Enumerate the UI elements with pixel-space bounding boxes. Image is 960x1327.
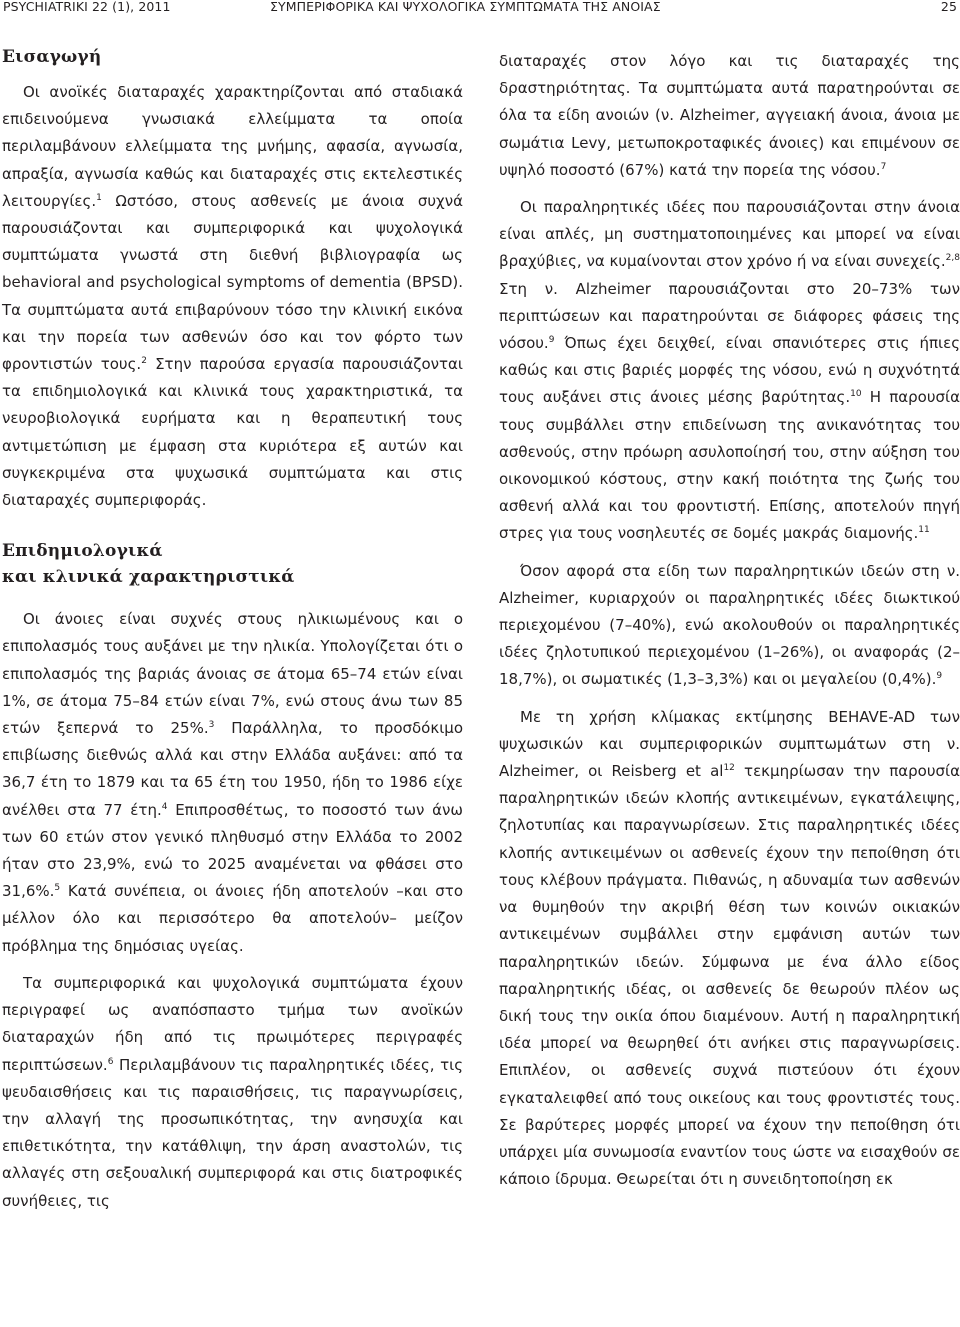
- paragraph: [2, 79, 463, 514]
- running-header: [0, 0, 960, 20]
- paragraph: [499, 558, 960, 694]
- text-run: Περιλαμβάνουν τις παραληρητικές ιδέες, τις ψευδαισθήσεις και τις παραισθήσεις, τις παραγνωρίσεις, την αλλαγή της προσωπικότητας, την ανησυχία και επιθετικότητα, την κατάθλιψη, την άρση αναστολών, τις αλλαγές στη σεξουαλική συμπεριφορά και στις διατροφικές συνήθειες, τις: [2, 1055, 463, 1210]
- text-run: Παράλληλα, το προσδόκιμο επιβίωσης διεθνώς αλλά και στην Ελλάδα αυξάνει: από τα 36,7 έτη το 1879 και τα 65 έτη του 1950, ήδη το 1986 είχε ανέλθει στα 77 έτη.: [2, 719, 463, 819]
- text-run: Οι ανοϊκές διαταραχές χαρακτηρίζονται από σταδιακά επιδεινούμενα γνωσιακά ελλείμματα τα οποία περιλαμβάνουν ελλείμματα της μνήμης, αφασία, αγνωσία, απραξία, αγνωσία καθώς και διαταραχές στις εκτελεστικές λειτουργίες.: [2, 83, 463, 210]
- text-run: Στην παρούσα εργασία παρουσιάζονται τα επιδημιολογικά και κλινικά τους χαρακτηριστικά, τα νευροβιολογικά ευρήματα και η θεραπευτική τους αντιμετώπιση με έμφαση στα κυριότερα εξ αυτών και συγκεκριμένα στα ψυχωσικά συμπτώματα και στις διαταραχές συμπεριφοράς.: [2, 355, 463, 510]
- text-run: Οι παραληρητικές ιδέες που παρουσιάζονται στην άνοια είναι απλές, μη συστηματοποιημένες και μπορεί να είναι βραχύβιες, να κυμαίνονται στον χρόνο ή να είναι συνεχείς.: [499, 198, 960, 271]
- text-run: τεκμηρίωσαν την παρουσία παραληρητικών ιδεών κλοπής αντικειμένων, εγκατάλειψης, ζηλοτυπίας και παραγνωρίσεων. Στις παραληρητικές ιδέες κλοπής αντικειμένων οι ασθενείς έχουν την πεποίθηση ότι τους κλέβουν πράγματα. Πιθανώς, η αδυναμία των ασθενών να θυμηθούν την ακριβή θέση των κοινών οικιακών αντικειμένων συμβάλλει στην εμφάνιση αυτών των παραληρητικών ιδεών. Σύμφωνα με ένα άλλο είδος παραληρητικής ιδέας, οι ασθενείς δε θεωρούν πλέον ως δική τους την οικία όπου διαμένουν. Αυτή η παραληρητική ιδέα μπορεί να θεωρηθεί ότι ανήκει στις παραγνωρίσεις. Επιπλέον, οι ασθενείς συχνά πιστεύουν ότι έχουν εγκαταλειφθεί από τους οικείους και τους φροντιστές τους. Σε βαρύτερες μορφές μπορεί να έχουν την πεποίθηση ότι υπάρχει μία συνωμοσία εναντίον τους ώστε να εισαχθούν σε κάποιο ίδρυμα. Θεωρείται ότι η συνειδητοποίηση εκ: [499, 762, 960, 1189]
- citation-ref: 10: [850, 389, 862, 400]
- citation-ref: 3: [208, 720, 215, 731]
- citation-ref: 9: [936, 671, 943, 682]
- left-column: [2, 44, 463, 1215]
- text-run: Όσον αφορά στα είδη των παραληρητικών ιδεών στη ν. Alzheimer, κυριαρχούν οι παραληρητικές ιδέες διωκτικού περιεχομένου (7–40%), ενώ ακολουθούν οι παραληρητικές ιδέες ζηλοτυπικού περιεχομένου (1–26%), οι αναφοράς (2–18,7%), οι σωματικές (1,3–3,3%) και οι μεγαλείου (0,4%).: [499, 561, 960, 689]
- right-column: [499, 48, 960, 1193]
- heading-line: και κλινικά χαρακτηριστικά: [2, 567, 295, 588]
- citation-ref: 7: [880, 161, 887, 172]
- paragraph: [499, 194, 960, 548]
- text-run: Η παρουσία τους συμβάλλει στην επιδείνωση της ανικανότητας του ασθενούς, στην πρόωρη ασυλοποίησή του, στην αύξηση του οικονομικού κόστους, στην κακή ποιότητα της ζωής του ασθενή αλλά και του φροντιστή. Επίσης, αποτελούν πηγή στρες για τους νοσηλευτές σε δομές μακράς διαμονής.: [499, 388, 960, 543]
- heading-line: Επιδημιολογικά: [2, 541, 163, 562]
- paragraph: [499, 704, 960, 1194]
- text-run: διαταραχές στον λόγο και τις διαταραχές της δραστηριότητας. Τα συμπτώματα αυτά παρατηρούνται σε όλα τα είδη ανοιών (ν. Alzheimer, αγγειακή άνοια, άνοια με σωμάτια Levy, μετωποκροταφικές άνοιες) και επιμένουν σε υψηλό ποσοστό (67%) κατά την πορεία της νόσου.: [499, 52, 960, 179]
- text-run: Οι άνοιες είναι συχνές στους ηλικιωμένους και ο επιπολασμός τους αυξάνει με την ηλικία. Υπολογίζεται ότι ο επιπολασμός της βαριάς άνοιας σε άτομα 65–74 ετών είναι 1%, σε άτομα 75–84 ετών είναι 7%, ενώ στους άνω των 85 ετών ξεπερνά το 25%.: [2, 610, 463, 738]
- section-heading-introduction: Εισαγωγή: [2, 47, 102, 67]
- citation-ref: 9: [548, 335, 555, 346]
- paragraph: [2, 606, 463, 960]
- text-run: Τα συμπεριφορικά και ψυχολογικά συμπτώματα έχουν περιγραφεί ως αναπόσπαστο τμήμα των ανοϊκών διαταραχών ήδη από τις πρωιμότερες περιγραφές περιπτώσεων.: [2, 973, 463, 1074]
- page-number: 25: [940, 0, 957, 14]
- paragraph: [2, 970, 463, 1215]
- section-heading-epidemiology: [2, 538, 463, 590]
- citation-ref: 12: [723, 763, 735, 774]
- text-run: Επιπροσθέτως, το ποσοστό των άνω των 60 ετών στον γενικό πληθυσμό στην Ελλάδα το 2002 ήταν στο 23,9%, ενώ το 2025 αναμένεται να φθάσει στο 31,6%.: [2, 800, 463, 901]
- citation-ref: 2,8: [945, 253, 960, 264]
- text-run: Κατά συνέπεια, οι άνοιες ήδη αποτελούν –και στο μέλλον όλο και περισσότερο θα αποτελούν– μείζον πρόβλημα της δημόσιας υγείας.: [2, 882, 463, 955]
- citation-ref: 11: [918, 525, 930, 536]
- citation-ref: 6: [107, 1056, 114, 1067]
- running-title: ΣΥΜΠΕΡΙΦΟΡΙΚΑ ΚΑΙ ΨΥΧΟΛΟΓΙΚΑ ΣΥΜΠΤΩΜΑΤΑ ΤΗΣ ΑΝΟΙΑΣ: [270, 0, 661, 14]
- citation-ref: 2: [141, 356, 147, 367]
- paragraph: [499, 48, 960, 184]
- text-run: Όπως έχει δειχθεί, είναι σπανιότερες στις ήπιες καθώς και στις βαριές μορφές της νόσου, ενώ η συχνότητά τους αυξάνει στις άνοιες μέσης βαρύτητας.: [499, 334, 960, 407]
- journal-citation: PSYCHIATRIKI 22 (1), 2011: [3, 0, 171, 14]
- text-run: Ωστόσο, στους ασθενείς με άνοια συχνά παρουσιάζονται και συμπεριφορικά και ψυχολογικά συμπτώματα γνωστά στη διεθνή βιβλιογραφία ως behavioral and psychological symptoms of dementia (BPSD). Τα συμπτώματα αυτά επιβαρύνουν τόσο την κλινική εικόνα και την πορεία των ασθενών όσο και τον φόρτο των φροντιστών τους.: [2, 191, 463, 374]
- citation-ref: 5: [54, 883, 61, 894]
- text-run: Με τη χρήση κλίμακας εκτίμησης BEHAVE-AD των ψυχωσικών και συμπεριφορικών συμπτωμάτων στη ν. Alzheimer, οι Reisberg et al: [499, 707, 960, 781]
- text-run: Στη ν. Alzheimer παρουσιάζονται στο 20–73% των περιπτώσεων και παρατηρούνται σε διάφορες φάσεις της νόσου.: [499, 279, 960, 353]
- citation-ref: 1: [96, 192, 102, 203]
- citation-ref: 4: [161, 801, 168, 812]
